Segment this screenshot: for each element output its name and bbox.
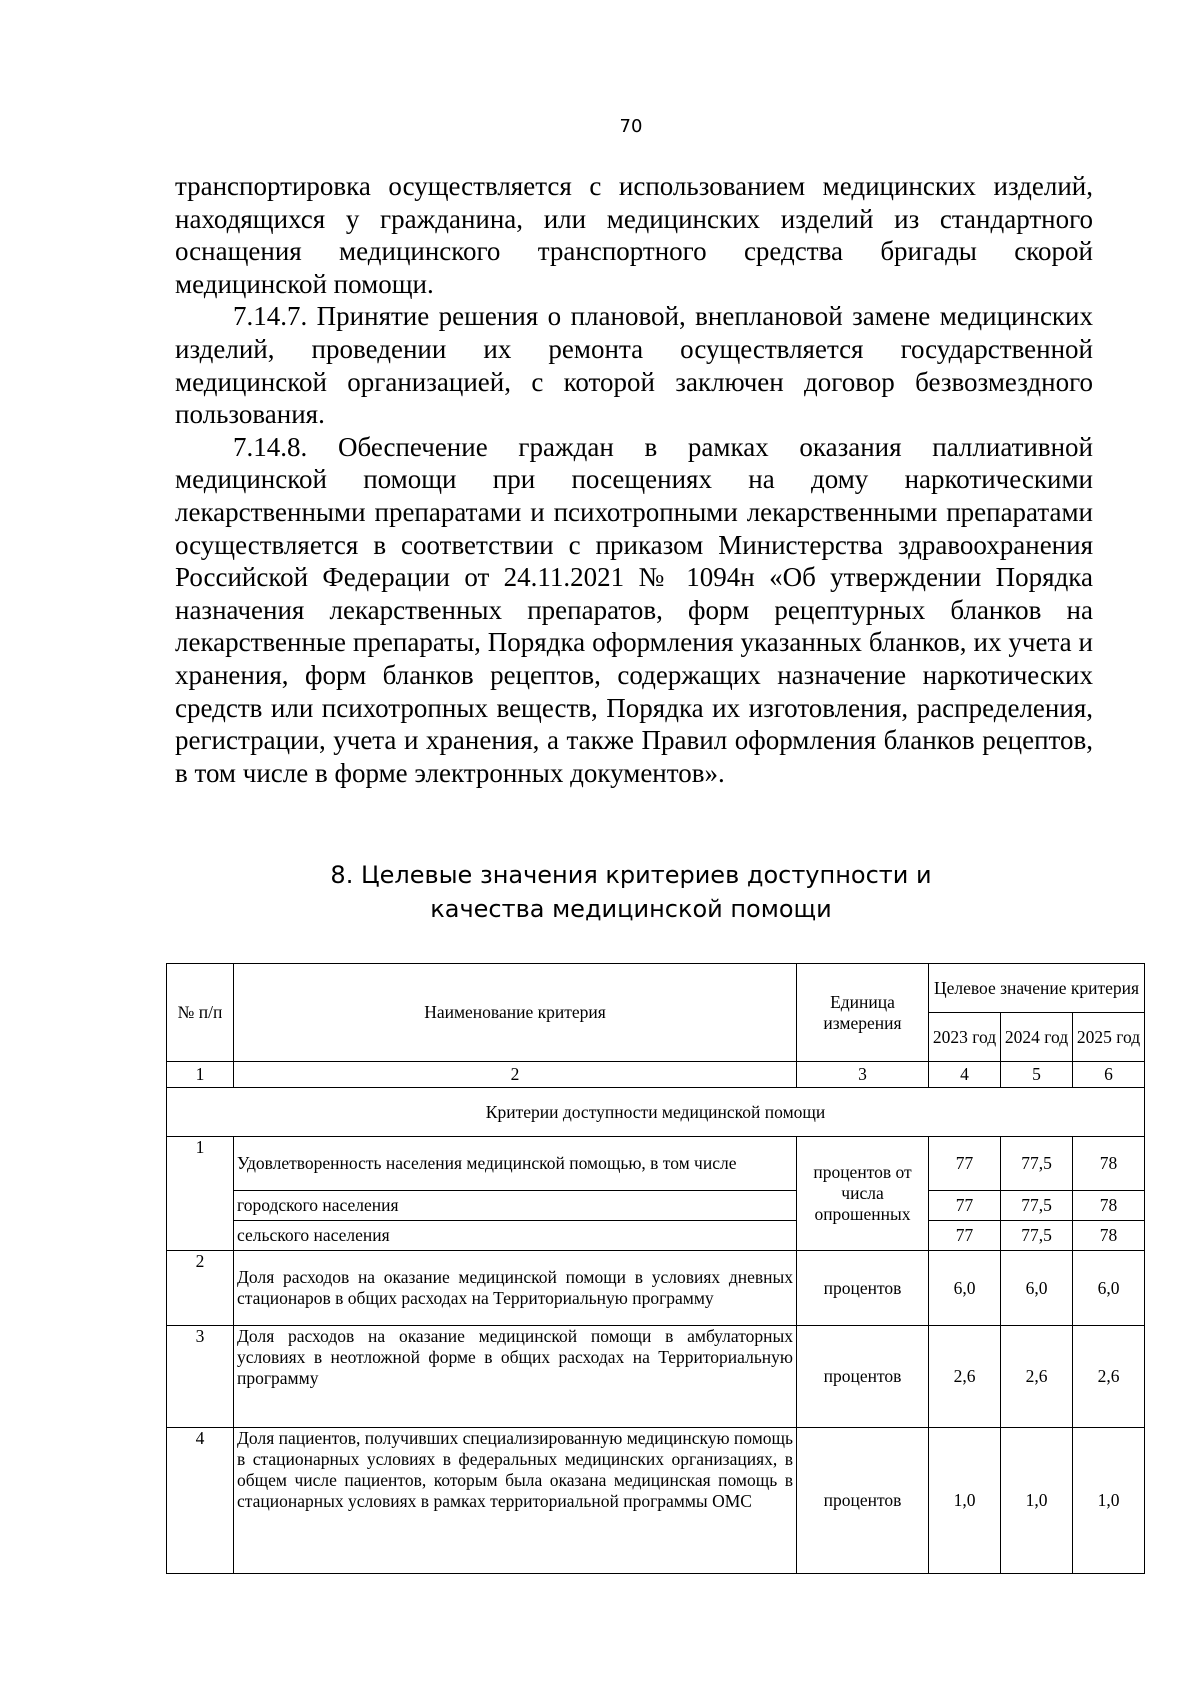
value-2025: 6,0	[1073, 1251, 1145, 1326]
value-2025: 78	[1073, 1137, 1145, 1191]
criterion-unit: процентов	[797, 1251, 929, 1326]
header-year-2025: 2025 год	[1073, 1013, 1145, 1062]
column-number: 5	[1001, 1062, 1073, 1088]
value-2024: 6,0	[1001, 1251, 1073, 1326]
value-2025: 1,0	[1073, 1428, 1145, 1574]
value-2023: 77	[929, 1221, 1001, 1251]
table-row	[167, 1137, 1145, 1191]
value-2024: 77,5	[1001, 1191, 1073, 1221]
criterion-name	[234, 1326, 797, 1428]
criterion-name-text: Доля расходов на оказание медицинской помощи в амбулаторных условиях в неотложной форме в общих расходах на Территориальную программу	[237, 1326, 793, 1388]
value-2025: 78	[1073, 1221, 1145, 1251]
criteria-table	[166, 963, 1145, 1574]
table-row	[167, 1251, 1145, 1326]
value-2023: 77	[929, 1137, 1001, 1191]
section-row-title: Критерии доступности медицинской помощи	[167, 1088, 1145, 1137]
criterion-unit: процентов	[797, 1326, 929, 1428]
body-text	[175, 170, 1093, 789]
header-criterion-name: Наименование критерия	[234, 964, 797, 1062]
row-num: 2	[167, 1251, 234, 1326]
header-unit: Единица измерения	[797, 964, 929, 1062]
section-row	[167, 1088, 1145, 1137]
criterion-name: Удовлетворенность населения медицинской помощью, в том числе	[234, 1137, 797, 1191]
table-row	[167, 1428, 1145, 1574]
criterion-unit: процентов от числа опрошенных	[797, 1137, 929, 1251]
column-number: 1	[167, 1062, 234, 1088]
section-title-line-2: качества медицинской помощи	[430, 895, 832, 923]
value-2025: 2,6	[1073, 1326, 1145, 1428]
criterion-name: городского населения	[234, 1191, 797, 1221]
criterion-unit: процентов	[797, 1428, 929, 1574]
value-2023: 6,0	[929, 1251, 1001, 1326]
value-2023: 1,0	[929, 1428, 1001, 1574]
header-target-value: Целевое значение критерия	[929, 964, 1145, 1013]
value-2023: 2,6	[929, 1326, 1001, 1428]
blank-line	[237, 1389, 793, 1410]
header-num: № п/п	[167, 964, 234, 1062]
value-2025: 78	[1073, 1191, 1145, 1221]
column-number: 2	[234, 1062, 797, 1088]
table-row	[167, 1221, 1145, 1251]
header-row	[167, 964, 1145, 1013]
row-num: 3	[167, 1326, 234, 1428]
criterion-name: Доля пациентов, получивших специализированную медицинскую помощь в стационарных условиях в федеральных медицинских организациях, в общем числе пациентов, которым была оказана медицинская помощь в стационарных условиях в рамках территориальной программы ОМС	[234, 1428, 797, 1574]
paragraph-7-14-7: 7.14.7. Принятие решения о плановой, внеплановой замене медицинских изделий, проведении их ремонта осуществляется государственной медицинской организацией, с которой заключен договор безвозмездного пользования.	[175, 301, 1093, 430]
value-2024: 77,5	[1001, 1221, 1073, 1251]
column-number: 4	[929, 1062, 1001, 1088]
row-num: 1	[167, 1137, 234, 1251]
value-2023: 77	[929, 1191, 1001, 1221]
column-number: 6	[1073, 1062, 1145, 1088]
table-row	[167, 1191, 1145, 1221]
criterion-name: сельского населения	[234, 1221, 797, 1251]
criterion-name: Доля расходов на оказание медицинской помощи в условиях дневных стационаров в общих расходах на Территориальную программу	[234, 1251, 797, 1326]
row-num: 4	[167, 1428, 234, 1574]
section-title	[0, 858, 1200, 926]
value-2024: 1,0	[1001, 1428, 1073, 1574]
header-year-2023: 2023 год	[929, 1013, 1001, 1062]
column-number: 3	[797, 1062, 929, 1088]
table-row	[167, 1326, 1145, 1428]
column-number-row	[167, 1062, 1145, 1088]
paragraph-continuation: транспортировка осуществляется с использованием медицинских изделий, находящихся у гражданина, или медицинских изделий из стандартного оснащения медицинского транспортного средства бригады скорой медицинской помощи.	[175, 171, 1093, 299]
value-2024: 2,6	[1001, 1326, 1073, 1428]
page-number: 70	[619, 116, 643, 137]
paragraph-7-14-8: 7.14.8. Обеспечение граждан в рамках оказания паллиативной медицинской помощи при посещениях на дому наркотическими лекарственными препаратами и психотропными лекарственными препаратами осуществляется в соответствии с приказом Министерства здравоохранения Российской Федерации от 24.11.2021 № 1094н «Об утверждении Порядка назначения лекарственных препаратов, форм рецептурных бланков на лекарственные препараты, Порядка оформления указанных бланков, их учета и хранения, форм бланков рецептов, содержащих назначение наркотических средств или психотропных веществ, Порядка их изготовления, распределения, регистрации, учета и хранения, а также Правил оформления бланков рецептов, в том числе в форме электронных документов».	[175, 431, 1093, 788]
header-year-2024: 2024 год	[1001, 1013, 1073, 1062]
value-2024: 77,5	[1001, 1137, 1073, 1191]
section-title-line-1: 8. Целевые значения критериев доступности и	[330, 861, 932, 889]
